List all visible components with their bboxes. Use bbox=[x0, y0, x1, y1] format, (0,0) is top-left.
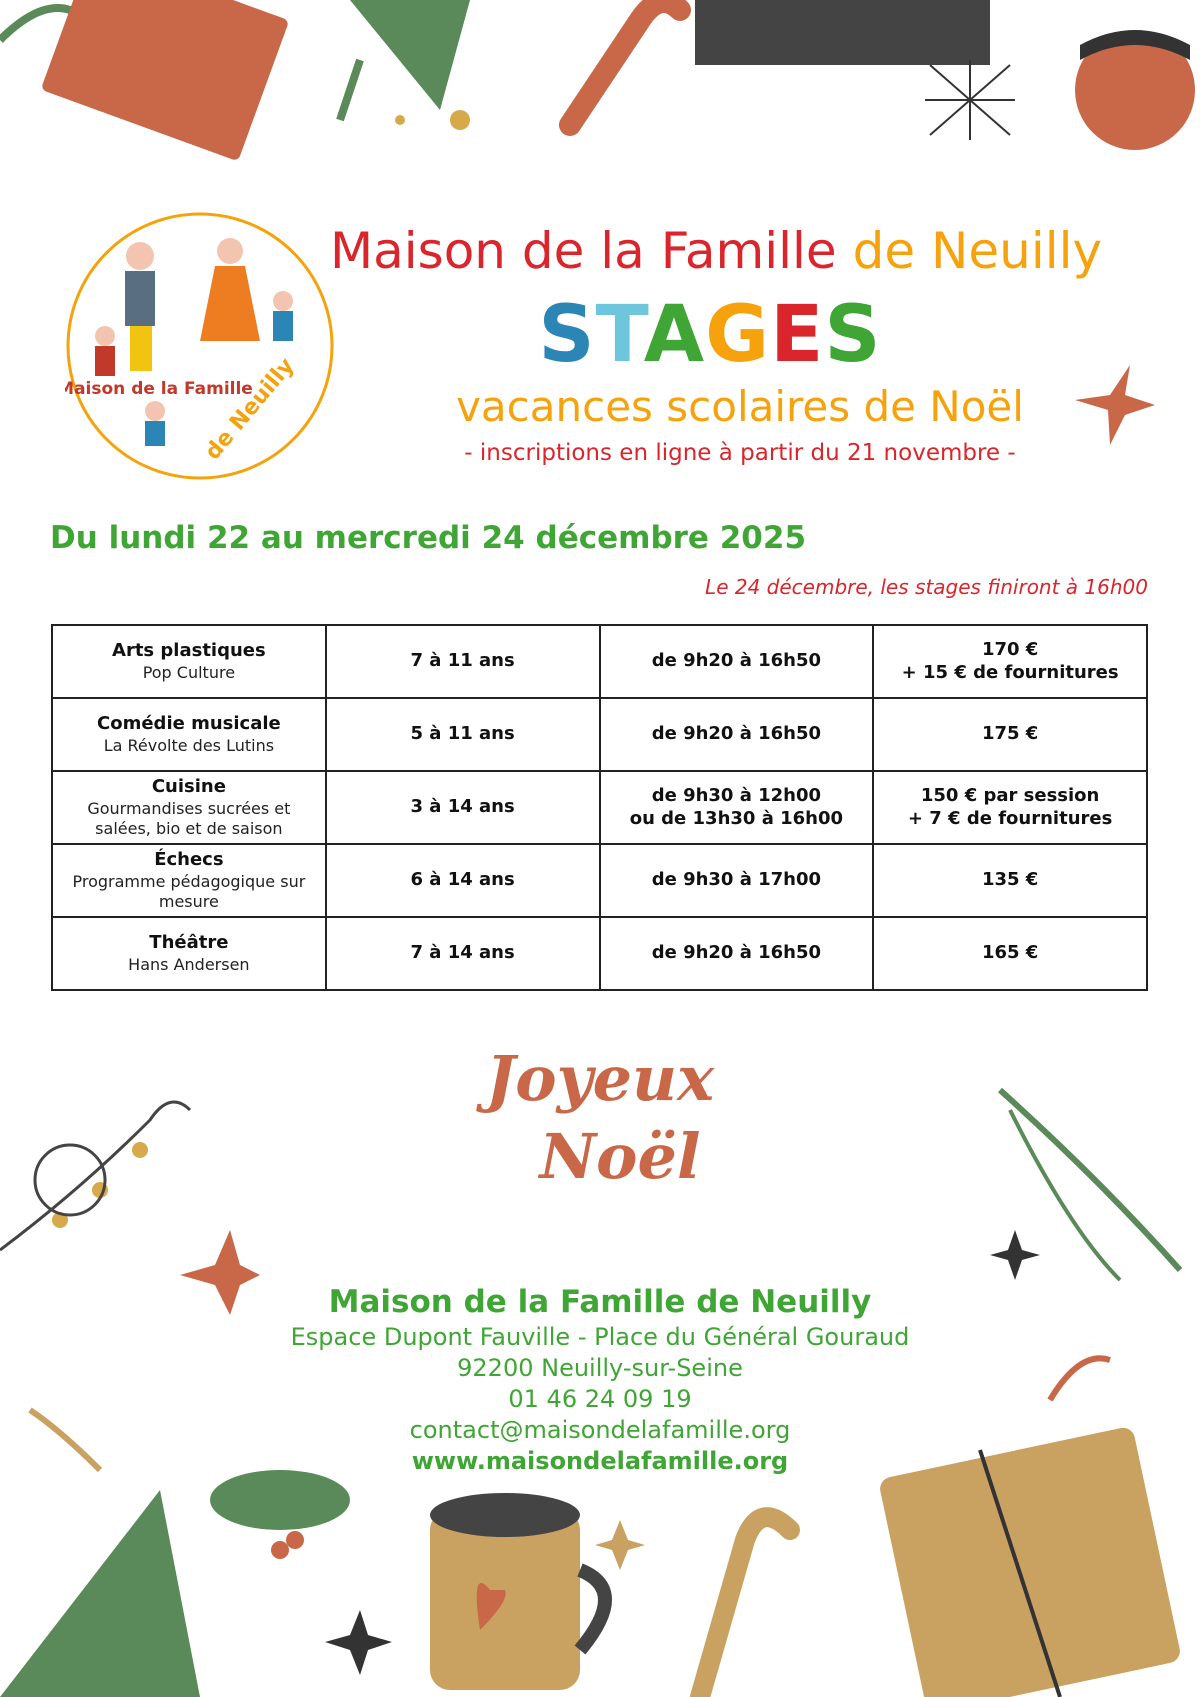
star-icon bbox=[1070, 360, 1160, 450]
activity-detail: La Révolte des Lutins bbox=[103, 735, 275, 755]
hours-line: de 9h30 à 12h00 bbox=[651, 785, 822, 806]
star-icon bbox=[395, 110, 470, 130]
subtitle: vacances scolaires de Noël bbox=[456, 382, 1024, 431]
candy-cane-icon bbox=[570, 2, 680, 125]
hours-cell bbox=[600, 917, 874, 990]
activity-cell bbox=[52, 917, 326, 990]
hours-line: ou de 13h30 à 16h00 bbox=[629, 807, 844, 829]
candy-cane-icon bbox=[700, 1517, 790, 1697]
table-row bbox=[52, 917, 1147, 990]
stages-letter: G bbox=[705, 290, 771, 380]
ages-cell: 7 à 11 ans bbox=[326, 625, 600, 698]
stages-heading bbox=[530, 290, 890, 380]
table-row bbox=[52, 844, 1147, 917]
table-row bbox=[52, 698, 1147, 771]
hours-cell bbox=[600, 698, 874, 771]
family-illustration-icon bbox=[95, 238, 293, 446]
activity-cell bbox=[52, 625, 326, 698]
hours-line: de 9h20 à 16h50 bbox=[651, 942, 822, 964]
price-line: + 15 € de fournitures bbox=[901, 661, 1119, 683]
footer-website[interactable]: www.maisondelafamille.org bbox=[411, 1447, 789, 1475]
party-hat-icon bbox=[0, 1490, 200, 1697]
stages-letter: T bbox=[595, 290, 644, 380]
greeting-line-1: Joyeux bbox=[485, 1042, 715, 1115]
price-line: 135 € bbox=[981, 869, 1039, 891]
page-title bbox=[330, 222, 1160, 280]
ages-cell: 5 à 11 ans bbox=[326, 698, 600, 771]
stages-letter: A bbox=[643, 290, 706, 380]
stages-letter: S bbox=[538, 290, 596, 380]
title-part-1: Maison de la Famille bbox=[330, 222, 837, 280]
stages-letter: E bbox=[770, 290, 825, 380]
activity-cell bbox=[52, 844, 326, 917]
ages-cell: 6 à 14 ans bbox=[326, 844, 600, 917]
holly-icon bbox=[210, 1470, 350, 1559]
joyeux-noel-lettering bbox=[440, 1040, 760, 1196]
svg-text:de Neuilly: de Neuilly bbox=[200, 353, 300, 465]
title-part-2: de Neuilly bbox=[852, 222, 1103, 280]
tree-icon bbox=[350, 0, 470, 110]
firework-icon bbox=[925, 60, 1015, 140]
hours-cell bbox=[600, 771, 874, 844]
dates-heading: Du lundi 22 au mercredi 24 décembre 2025 bbox=[50, 520, 807, 556]
star-icon bbox=[990, 1230, 1040, 1280]
stages-letter: S bbox=[824, 290, 882, 380]
price-line: 150 € par session bbox=[920, 785, 1100, 806]
hours-line: de 9h20 à 16h50 bbox=[651, 723, 822, 745]
activity-name: Arts plastiques bbox=[112, 640, 266, 662]
stages-table bbox=[51, 624, 1148, 991]
activity-name: Comédie musicale bbox=[97, 713, 281, 735]
price-line: 175 € bbox=[981, 723, 1039, 745]
logo bbox=[65, 211, 335, 481]
bauble-icon bbox=[1075, 30, 1195, 150]
activity-detail: Hans Andersen bbox=[128, 954, 250, 974]
footer-email[interactable]: contact@maisondelafamille.org bbox=[409, 1416, 791, 1444]
activity-name: Théâtre bbox=[149, 932, 229, 954]
registration-note: - inscriptions en ligne à partir du 21 novembre - bbox=[464, 440, 1016, 466]
price-cell bbox=[873, 698, 1147, 771]
activity-detail: Pop Culture bbox=[142, 662, 236, 682]
footer-contact bbox=[200, 1282, 1000, 1477]
footer-city: 92200 Neuilly-sur-Seine bbox=[457, 1354, 743, 1382]
price-cell bbox=[873, 844, 1147, 917]
activity-name: Cuisine bbox=[151, 776, 226, 798]
hours-cell bbox=[600, 844, 874, 917]
activity-detail: Gourmandises sucrées et salées, bio et de saison bbox=[87, 798, 291, 838]
hours-cell bbox=[600, 625, 874, 698]
price-cell bbox=[873, 771, 1147, 844]
footer-org-name: Maison de la Famille de Neuilly bbox=[328, 1284, 872, 1320]
activity-name: Échecs bbox=[154, 849, 224, 871]
footer-phone[interactable]: 01 46 24 09 19 bbox=[508, 1385, 692, 1413]
christmas-decorations-top bbox=[0, 0, 1200, 160]
price-line: 165 € bbox=[981, 942, 1039, 964]
ages-cell: 7 à 14 ans bbox=[326, 917, 600, 990]
price-cell bbox=[873, 625, 1147, 698]
svg-text:Maison de la Famille: Maison de la Famille bbox=[65, 379, 253, 399]
hours-line: de 9h20 à 16h50 bbox=[651, 650, 822, 672]
activity-cell bbox=[52, 698, 326, 771]
price-line: 170 € bbox=[981, 639, 1039, 660]
hours-line: de 9h30 à 17h00 bbox=[651, 869, 822, 891]
mug-icon bbox=[430, 1493, 605, 1690]
ages-cell: 3 à 14 ans bbox=[326, 771, 600, 844]
light-garland-icon bbox=[0, 1102, 190, 1250]
price-line: + 7 € de fournitures bbox=[907, 807, 1113, 829]
greeting-line-2: Noël bbox=[539, 1120, 701, 1193]
gift-icon bbox=[695, 0, 990, 65]
activity-cell bbox=[52, 771, 326, 844]
table-row bbox=[52, 771, 1147, 844]
gift-icon bbox=[41, 0, 290, 160]
activity-detail: Programme pédagogique sur mesure bbox=[72, 871, 306, 911]
table-row bbox=[52, 625, 1147, 698]
price-cell bbox=[873, 917, 1147, 990]
end-time-note: Le 24 décembre, les stages finiront à 16h00 bbox=[705, 575, 1148, 599]
footer-address: Espace Dupont Fauville - Place du Général Gouraud bbox=[290, 1323, 910, 1351]
